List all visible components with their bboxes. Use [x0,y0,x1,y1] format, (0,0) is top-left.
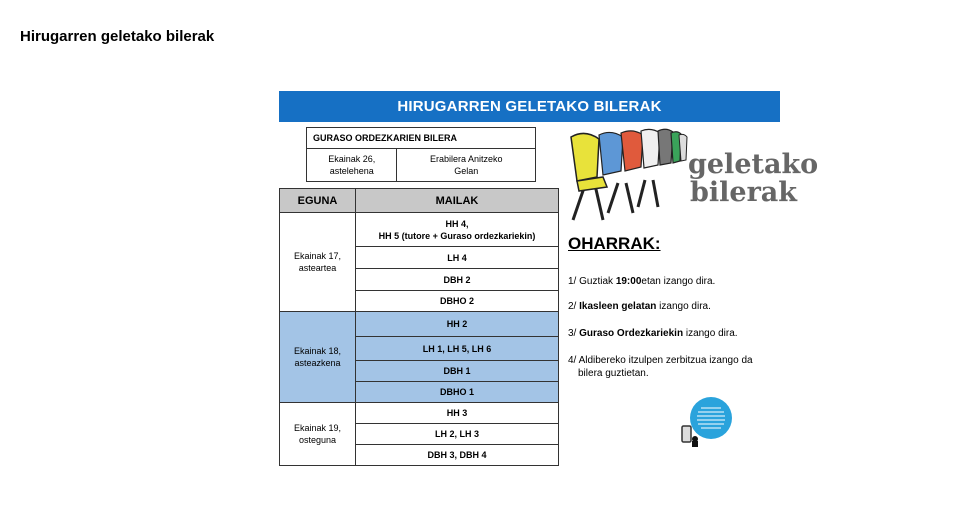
note-text: etan izango dira. [641,276,716,287]
note-text: 2/ [568,301,580,312]
meeting-date-line2: astelehena [329,166,374,176]
note-1 [568,275,778,288]
column-header-levels: MAILAK [356,189,559,213]
day-line: Ekainak 18, [293,346,342,356]
poster-banner [279,91,780,122]
table-row [280,213,559,247]
level-cell: DBH 1 [356,361,559,382]
parent-representatives-meeting-table [306,127,536,182]
day-cell [280,213,356,312]
column-header-day: EGUNA [280,189,356,213]
level-cell: HH 3 [356,403,559,424]
meeting-place-line1: Erabilera Anitzeko [429,154,503,164]
note-3 [568,327,778,340]
level-cell: LH 4 [356,247,559,269]
level-cell: DBH 3, DBH 4 [356,445,559,466]
meeting-date [307,149,397,182]
level-cell: DBH 2 [356,269,559,291]
note-bold: Guraso Ordezkariekin [579,328,684,339]
translation-service-icon [679,396,734,451]
page-title: Hirugarren geletako bilerak [20,28,215,45]
level-cell: LH 1, LH 5, LH 6 [356,337,559,361]
level-cell [356,213,559,247]
note-bold: 19:00 [615,276,642,287]
note-2 [568,300,778,313]
notes-title: OHARRAK: [568,234,661,253]
banner-title: HIRUGARREN GELETAKO BILERAK [397,98,662,115]
level-cell: LH 2, LH 3 [356,424,559,445]
table-row [280,312,559,337]
meeting-place-line2: Gelan [454,166,479,176]
day-line: asteartea [298,263,337,273]
note-4 [568,354,778,380]
meeting-heading: GURASO ORDEZKARIEN BILERA [307,128,536,149]
day-cell [280,403,356,466]
chairs-text-line2: bilerak [690,177,797,208]
schedule-table [279,188,559,466]
day-line: Ekainak 19, [293,423,342,433]
note-text: izango dira. [683,328,738,339]
chairs-illustration-icon [563,125,819,225]
meetings-poster [279,91,819,467]
note-text: bilera guztietan. [578,368,649,379]
note-text: 1/ Guztiak [568,276,616,287]
table-row [280,403,559,424]
day-line: asteazkena [294,358,341,368]
day-cell [280,312,356,403]
meeting-place [397,149,536,182]
note-text: izango dira. [656,301,711,312]
note-bold: Ikasleen gelatan [579,301,657,312]
day-line: osteguna [298,435,337,445]
meeting-date-line1: Ekainak 26, [328,154,376,164]
chairs-text-line1: geletako [688,149,819,180]
note-text: 4/ Aldibereko itzulpen zerbitzua izango da [568,355,753,366]
level-cell: HH 2 [356,312,559,337]
level-cell: DBHO 2 [356,291,559,312]
level-line: HH 4, [445,218,469,229]
level-line: HH 5 (tutore + Guraso ordezkariekin) [378,230,536,241]
note-text: 3/ [568,328,580,339]
day-line: Ekainak 17, [293,251,342,261]
level-cell: DBHO 1 [356,382,559,403]
